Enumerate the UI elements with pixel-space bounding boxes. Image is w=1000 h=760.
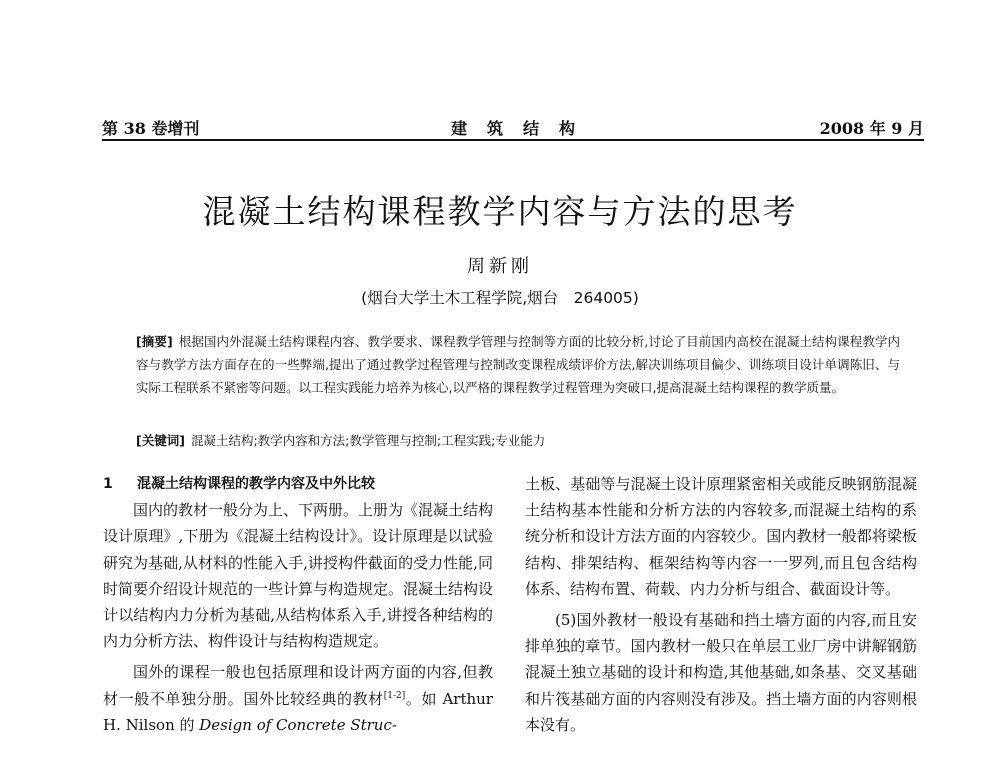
- keywords-label: [关键词]: [136, 433, 185, 448]
- paragraph-text: 国外的课程一般也包括原理和设计两方面的内容,但教材一般不单独分册。国外比较经典的教材: [103, 663, 493, 708]
- volume-label: 第 38 卷增刊: [102, 119, 200, 138]
- abstract-label: [摘要]: [136, 334, 173, 349]
- section-heading: [103, 471, 493, 497]
- issue-date: 2008 年 9 月: [819, 119, 924, 138]
- author-affiliation: (烟台大学土木工程学院,烟台 264005): [361, 289, 639, 307]
- body-paragraph: [103, 659, 493, 738]
- paper-title: 混凝土结构课程教学内容与方法的思考: [202, 192, 798, 231]
- keywords: [136, 429, 900, 452]
- citation-ref: [1-2]: [383, 690, 406, 701]
- abstract-text: 根据国内外混凝土结构课程内容、教学要求、课程教学管理与控制等方面的比较分析,讨论了目前国内高校在混凝土结构课程教学内容与教学方法方面存在的一些弊端,提出了通过教学过程管理与控制改变课程成绩评价方法,解决训练项目偏少、训练项目设计单调陈旧、与实际工程联系不紧密等问题。以工程实践能力培养为核心,以严格的课程教学过程管理为突破口,提高混凝土结构课程的教学质量。: [136, 334, 900, 395]
- running-header: [102, 116, 924, 140]
- paragraph-text: 。如 Arthur H. Nilson 的: [103, 689, 493, 734]
- left-column: [103, 471, 493, 738]
- section-title: 混凝土结构课程的教学内容及中外比较: [137, 476, 375, 492]
- header-divider: [102, 139, 924, 141]
- right-column: [525, 471, 917, 738]
- section-number: 1: [103, 476, 113, 492]
- keywords-text: 混凝土结构;教学内容和方法;教学管理与控制;工程实践;专业能力: [190, 433, 546, 448]
- body-paragraph: 土板、基础等与混凝土设计原理紧密相关或能反映钢筋混凝土结构基本性能和分析方法的内容较多,而混凝土结构的系统分析和设计方法方面的内容较少。国内教材一般都将梁板结构、排架结构、框架结构等内容一一罗列,而且包含结构体系、结构布置、荷载、内力分析与组合、截面设计等。: [525, 475, 917, 598]
- book-title: Design of Concrete Struc-: [199, 715, 397, 734]
- body-paragraph: (5)国外教材一般设有基础和挡土墙方面的内容,而且安排单独的章节。国内教材一般只在单层工业厂房中讲解钢筋混凝土独立基础的设计和构造,其他基础,如条基、交叉基础和片筏基础方面的内容则没有涉及。挡土墙方面的内容则根本没有。: [525, 611, 917, 734]
- body-paragraph: 国内的教材一般分为上、下两册。上册为《混凝土结构设计原理》,下册为《混凝土结构设计》。设计原理是以试验研究为基础,从材料的性能入手,讲授构件截面的受力性能,同时简要介绍设计规范的一些计算与构造规定。混凝土结构设计以结构内力分析为基础,从结构体系入手,讲授各种结构的内力分析方法、构件设计与结构构造规定。: [103, 501, 494, 651]
- author-name: 周新刚: [467, 256, 533, 277]
- abstract: [136, 330, 900, 399]
- journal-name: 建筑结构: [450, 119, 595, 138]
